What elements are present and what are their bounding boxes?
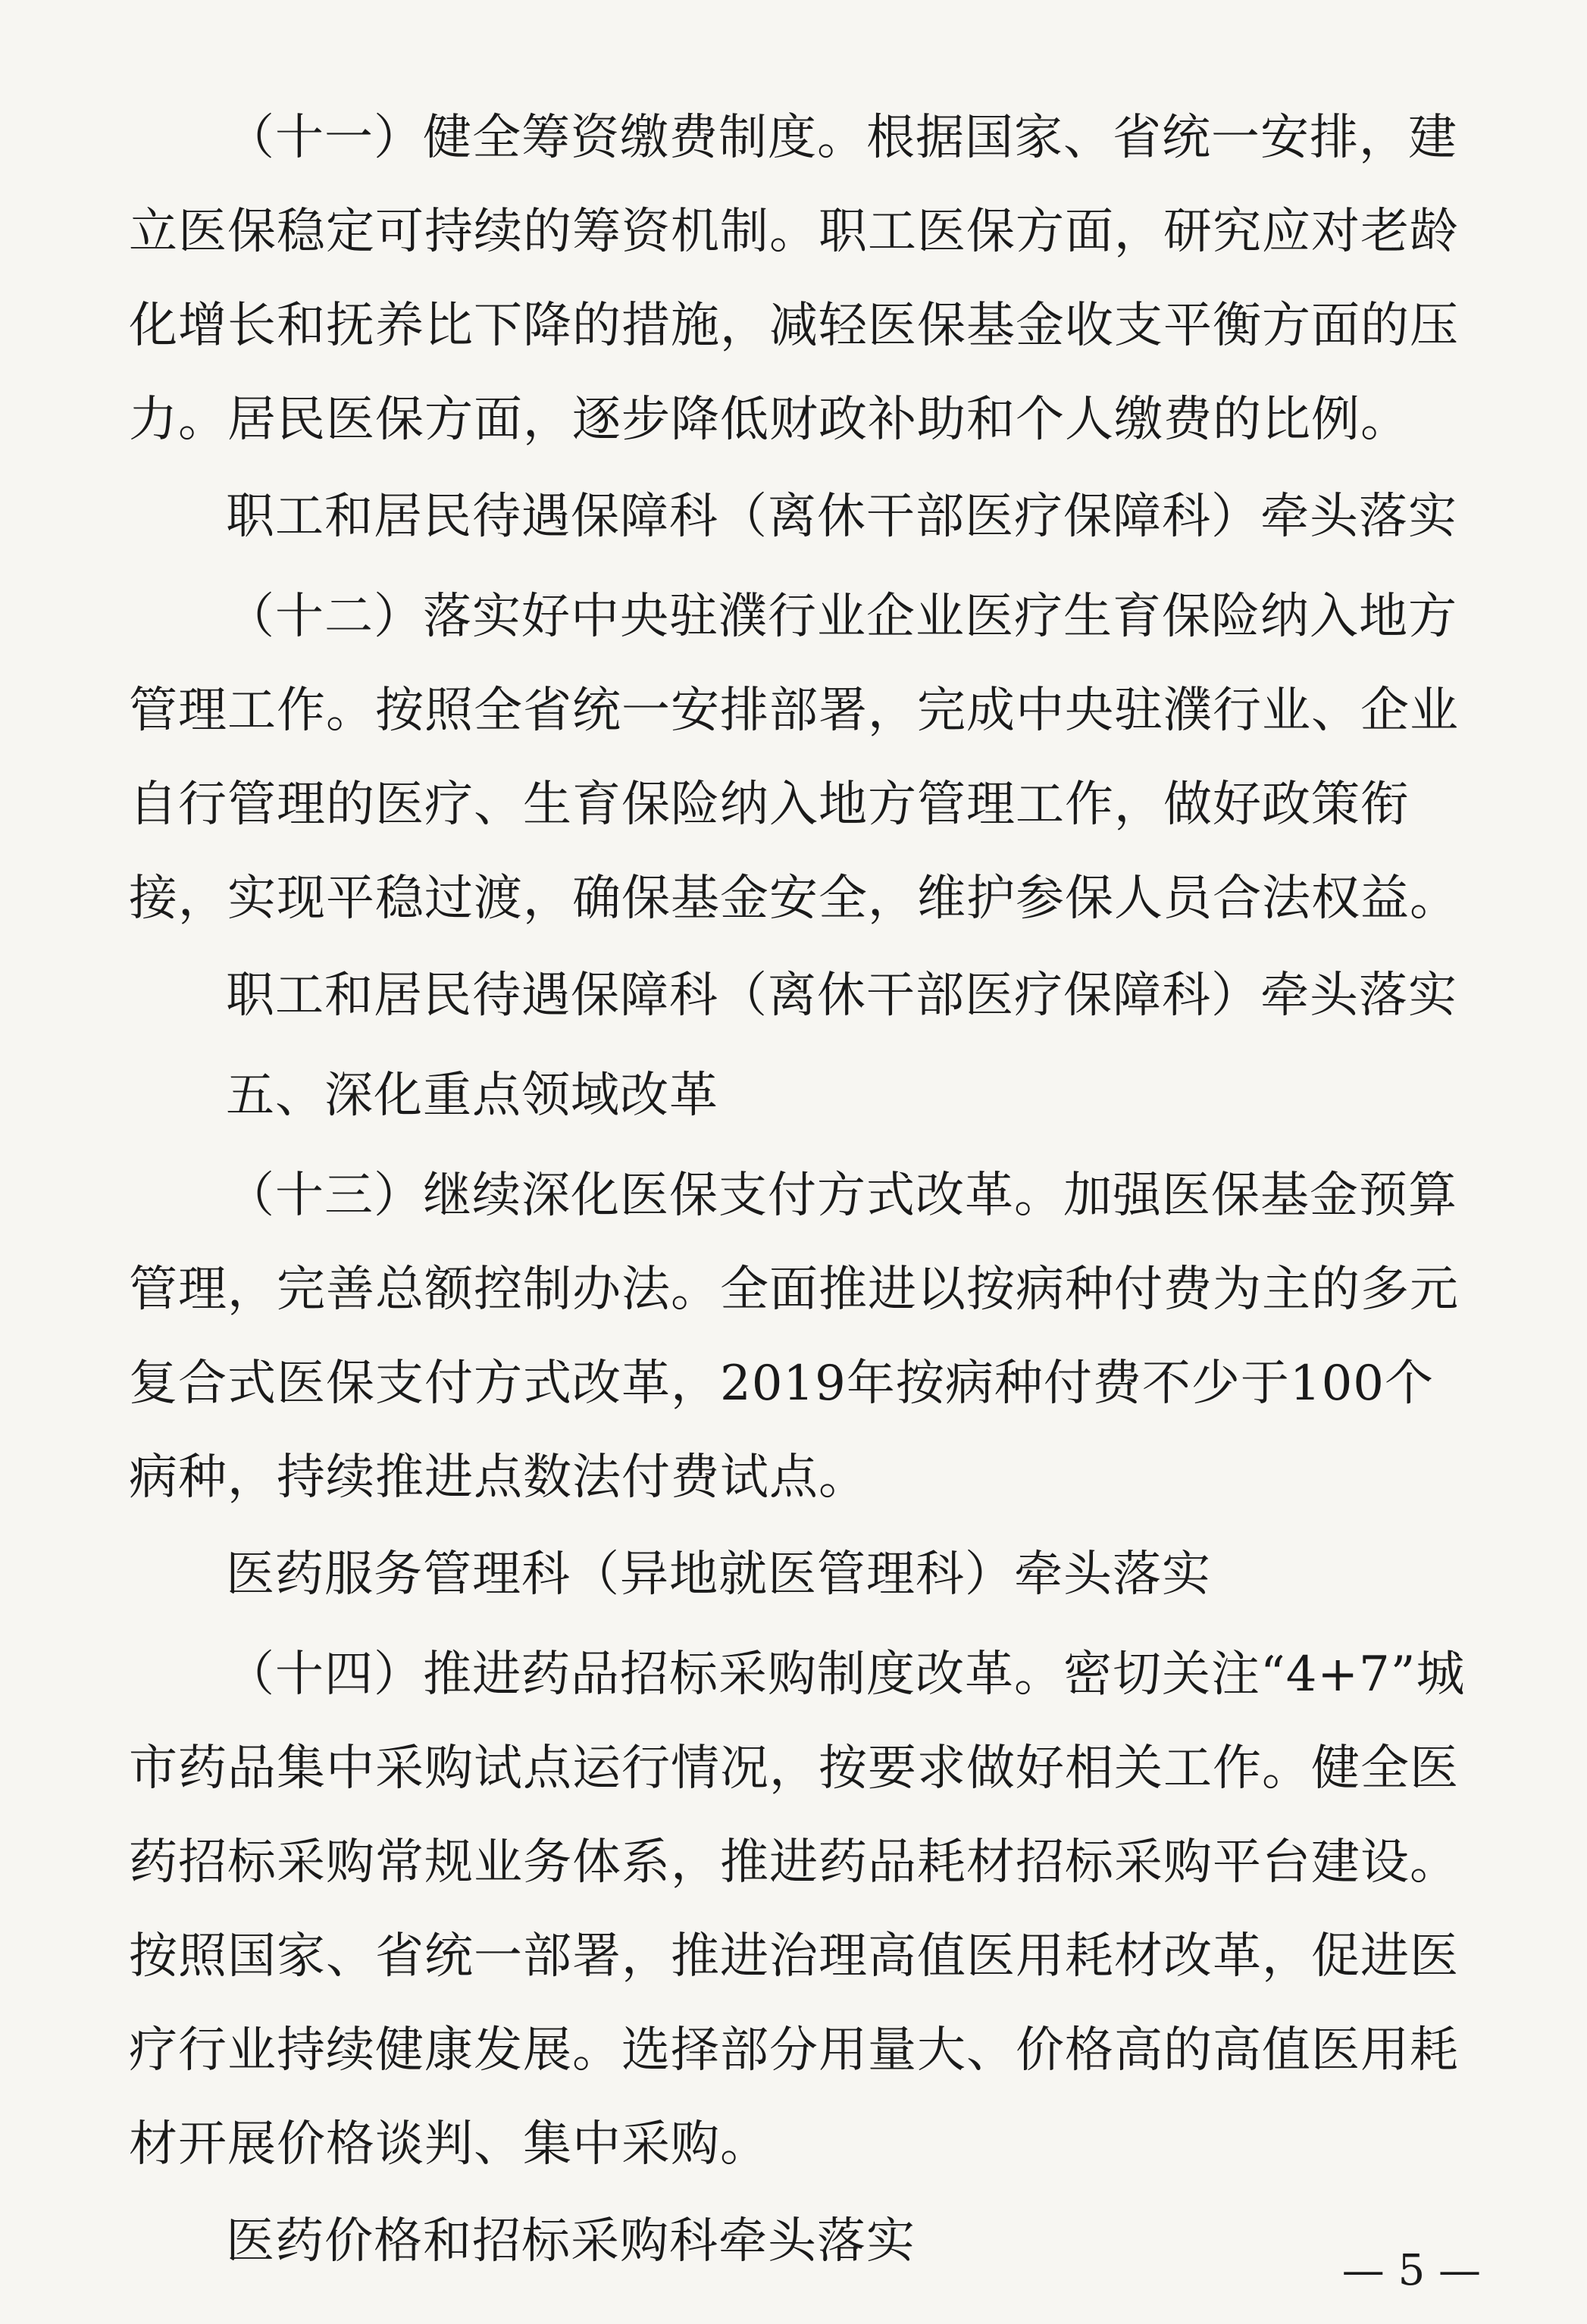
page-number: — 5 — bbox=[1341, 2246, 1481, 2295]
paragraph-thirteen: （十三）继续深化医保支付方式改革。加强医保基金预算管理，完善总额控制办法。全面推进以按病种付费为主的多元复合式医保支付方式改革，2019年按病种付费不少于100个病种，持续推进点数法付费试点。 bbox=[129, 1168, 1459, 1506]
responsible-department: 职工和居民待遇保障科（离休干部医疗保障科）牵头落实 bbox=[226, 968, 1457, 1024]
responsible-department: 职工和居民待遇保障科（离休干部医疗保障科）牵头落实 bbox=[226, 489, 1457, 545]
paragraph-eleven: （十一）健全筹资缴费制度。根据国家、省统一安排，建立医保稳定可持续的筹资机制。职工医保方面，研究应对老龄化增长和抚养比下降的措施，减轻医保基金收支平衡方面的压力。居民医保方面，逐步降低财政补助和个人缴费的比例。 bbox=[129, 110, 1459, 448]
paragraph-twelve: （十二）落实好中央驻濮行业企业医疗生育保险纳入地方管理工作。按照全省统一安排部署，完成中央驻濮行业、企业自行管理的医疗、生育保险纳入地方管理工作，做好政策衔接，实现平稳过渡，确保基金安全，维护参保人员合法权益。 bbox=[129, 589, 1459, 927]
paragraph-fourteen: （十四）推进药品招标采购制度改革。密切关注“4+7”城市药品集中采购试点运行情况，按要求做好相关工作。健全医药招标采购常规业务体系，推进药品耗材招标采购平台建设。按照国家、省统一部署，推进治理高值医用耗材改革，促进医疗行业持续健康发展。选择部分用量大、价格高的高值医用耗材开展价格谈判、集中采购。 bbox=[129, 1647, 1466, 2172]
responsible-department: 医药服务管理科（异地就医管理科）牵头落实 bbox=[226, 1547, 1211, 1603]
responsible-department: 医药价格和招标采购科牵头落实 bbox=[226, 2213, 916, 2269]
document-body bbox=[129, 91, 1478, 2294]
section-heading-five: 五、深化重点领域改革 bbox=[226, 1068, 718, 1124]
